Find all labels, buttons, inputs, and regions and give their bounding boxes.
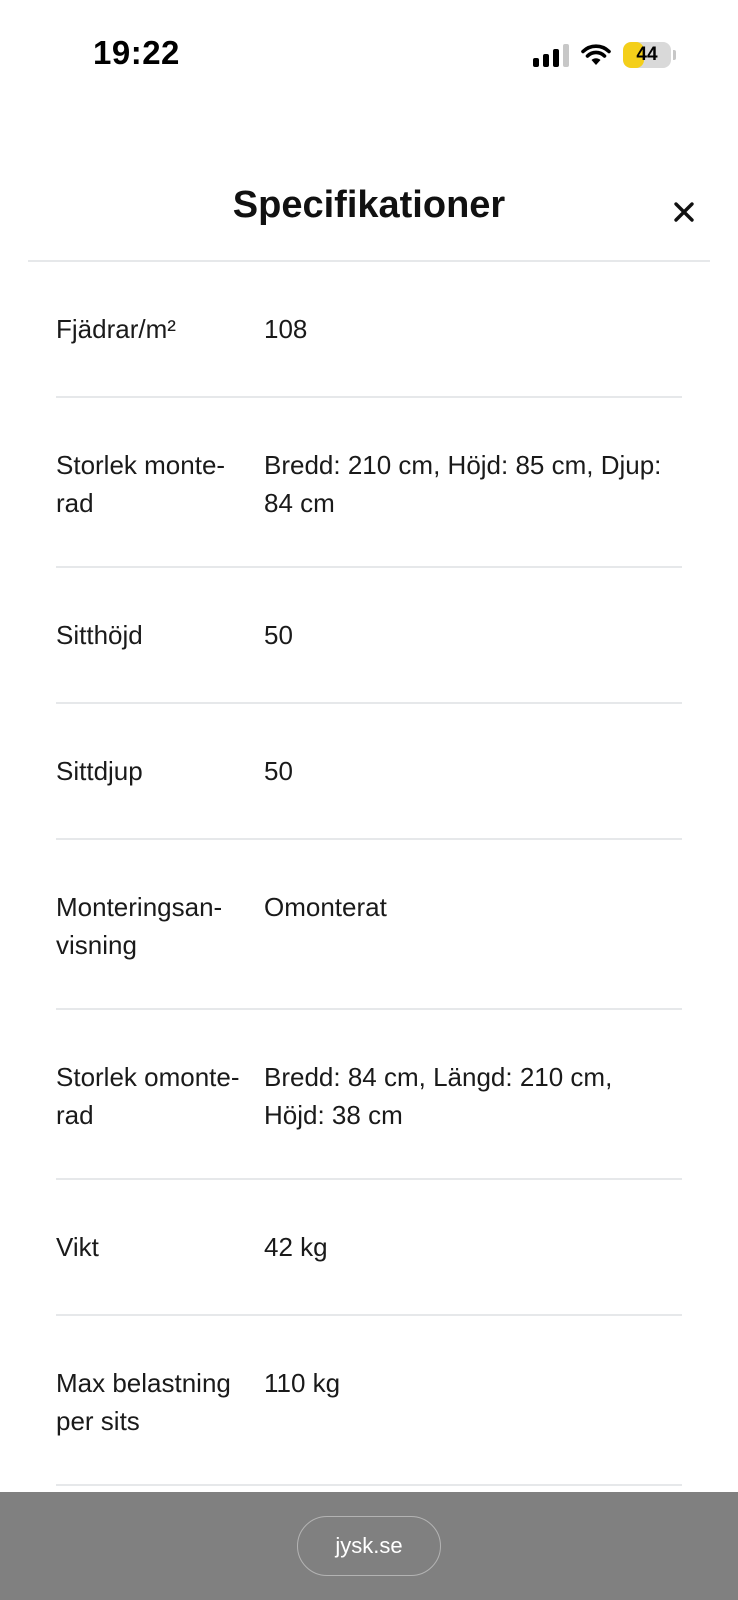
battery-level: 44 [636,44,658,65]
spec-value: 42 kg [264,1232,328,1262]
spec-label: Monteringsan- visning [56,892,223,960]
battery-indicator [623,42,671,68]
spec-list [56,262,682,1486]
status-icons [533,40,676,70]
close-icon [673,201,695,223]
spec-label: Storlek monte- rad [56,450,226,518]
spec-value: 50 [264,620,293,650]
close-button[interactable] [666,194,702,230]
spec-row [56,840,682,1010]
url-pill[interactable] [297,1516,441,1576]
cellular-signal-icon [533,43,569,67]
battery-icon [623,42,676,68]
spec-row [56,1316,682,1486]
spec-row [56,398,682,568]
url-text: jysk.se [335,1533,403,1558]
spec-value: Bredd: 84 cm, Längd: 210 cm, Höjd: 38 cm [264,1062,613,1130]
spec-row [56,262,682,398]
spec-value: 108 [264,314,308,344]
spec-row [56,1180,682,1316]
wifi-icon [581,43,611,67]
spec-value: Bredd: 210 cm, Höjd: 85 cm, Djup: 84 cm [264,450,662,518]
page-title: Specifikationer [232,184,506,226]
spec-label: Vikt [56,1232,99,1262]
spec-label: Max belastning per sits [56,1368,231,1436]
spec-label: Sittdjup [56,756,143,786]
status-time: 19:22 [93,34,180,71]
spec-row [56,704,682,840]
spec-label: Fjädrar/m² [56,314,176,344]
spec-row [56,568,682,704]
status-bar [0,0,738,110]
spec-value: 50 [264,756,293,786]
sheet-header [28,170,710,262]
spec-label: Storlek omonte- rad [56,1062,240,1130]
battery-cap [673,50,676,60]
spec-row [56,1010,682,1180]
spec-label: Sitthöjd [56,620,143,650]
spec-value: Omonterat [264,892,387,922]
spec-value: 110 kg [264,1368,341,1398]
browser-bar [0,1492,738,1600]
